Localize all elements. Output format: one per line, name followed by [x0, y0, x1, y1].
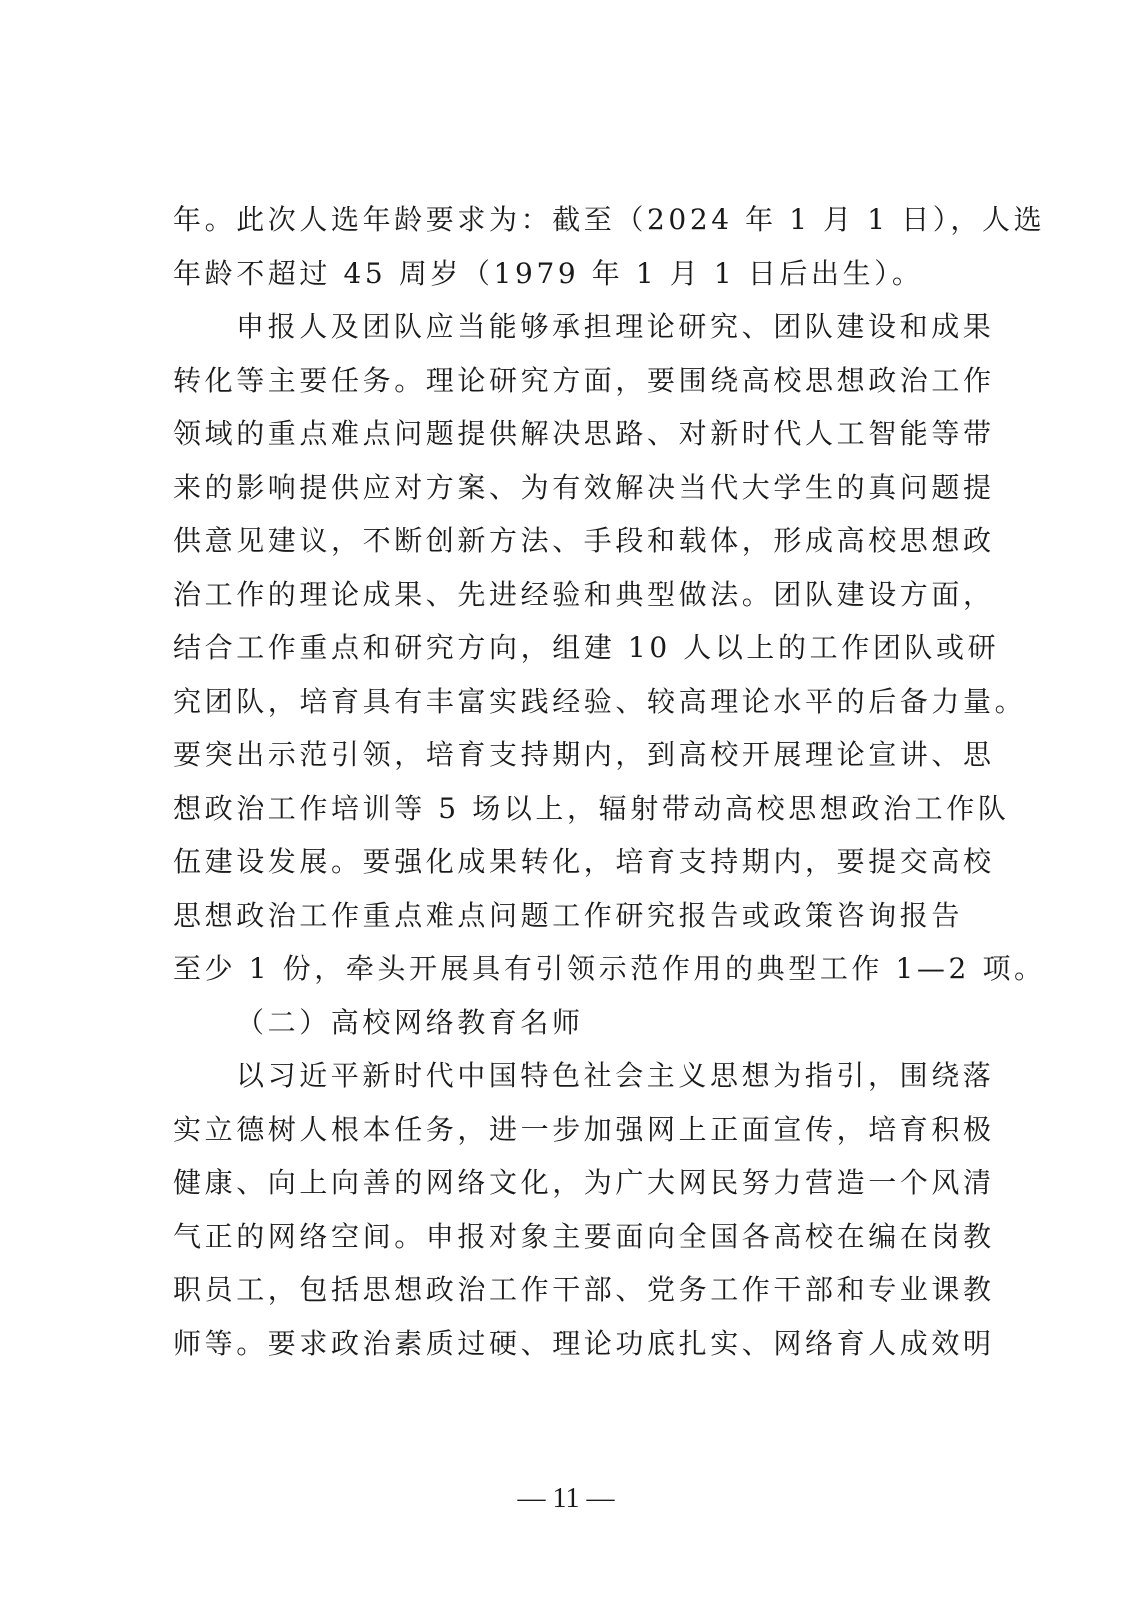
text-line: 要突出示范引领，培育支持期内，到高校开展理论宣讲、思	[173, 738, 995, 771]
text-line: 年龄不超过 45 周岁（1979 年 1 月 1 日后出生）。	[173, 256, 924, 290]
text-line: 年。此次人选年龄要求为：截至（2024 年 1 月 1 日），人选	[173, 203, 1046, 236]
text-line: 思想政治工作重点难点问题工作研究报告或政策咨询报告	[173, 898, 964, 932]
text-line: 想政治工作培训等 5 场以上，辐射带动高校思想政治工作队	[173, 791, 1010, 825]
text-line: 健康、向上向善的网络文化，为广大网民努力营造一个风清	[173, 1166, 995, 1199]
body-text	[173, 193, 1046, 1370]
text-line: 师等。要求政治素质过硬、理论功底扎实、网络育人成效明	[173, 1326, 995, 1360]
text-line: 至少 1 份，牵头开展具有引领示范作用的典型工作 1—2 项。	[173, 952, 1046, 985]
text-line: 治工作的理论成果、先进经验和典型做法。团队建设方面，	[173, 577, 995, 611]
text-line: 实立德树人根本任务，进一步加强网上正面宣传，培育积极	[173, 1112, 995, 1146]
text-line: 来的影响提供应对方案、为有效解决当代大学生的真问题提	[173, 470, 995, 504]
text-line: 职员工，包括思想政治工作干部、党务工作干部和专业课教	[173, 1273, 995, 1306]
text-line: 转化等主要任务。理论研究方面，要围绕高校思想政治工作	[173, 363, 995, 397]
page-number: — 11 —	[517, 1483, 615, 1514]
section-heading: （二）高校网络教育名师	[236, 1005, 584, 1039]
paragraph-start-line: 以习近平新时代中国特色社会主义思想为指引，围绕落	[236, 1059, 995, 1092]
text-line: 伍建设发展。要强化成果转化，培育支持期内，要提交高校	[173, 845, 995, 878]
text-line: 气正的网络空间。申报对象主要面向全国各高校在编在岗教	[173, 1219, 995, 1253]
text-line: 结合工作重点和研究方向，组建 10 人以上的工作团队或研	[173, 631, 1000, 664]
text-line: 领域的重点难点问题提供解决思路、对新时代人工智能等带	[173, 417, 995, 450]
text-line: 究团队，培育具有丰富实践经验、较高理论水平的后备力量。	[173, 684, 1027, 718]
paragraph-start-line: 申报人及团队应当能够承担理论研究、团队建设和成果	[236, 310, 995, 343]
text-line: 供意见建议，不断创新方法、手段和载体，形成高校思想政	[173, 524, 995, 557]
